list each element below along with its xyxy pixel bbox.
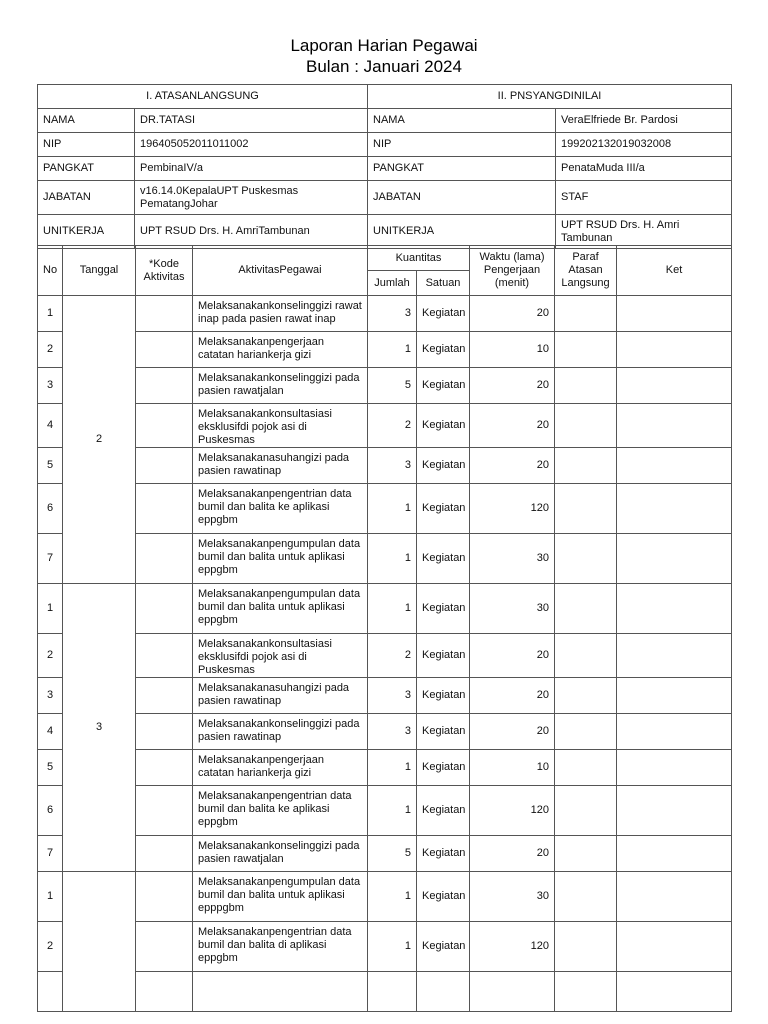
waktu-cell: 20: [470, 448, 555, 484]
col-header-waktu: Waktu (lama) Pengerjaan (menit): [470, 246, 555, 296]
activity-description: Melaksanakankonsultasiasi eksklusifdi pojok asi di Puskesmas: [193, 634, 368, 678]
info-row-pangkat: [38, 157, 732, 181]
info-value: PembinaIV/a: [135, 157, 368, 181]
kode-aktivitas-cell: [136, 332, 193, 368]
satuan-cell: Kegiatan: [417, 584, 470, 634]
table-row: [38, 922, 732, 972]
kode-aktivitas-cell: [136, 584, 193, 634]
col-header-paraf: Paraf Atasan Langsung: [555, 246, 617, 296]
activity-description: Melaksanakanasuhangizi pada pasien rawatinap: [193, 448, 368, 484]
jumlah-cell: 3: [368, 448, 417, 484]
paraf-cell: [555, 448, 617, 484]
paraf-cell: [555, 484, 617, 534]
ket-cell: [617, 786, 732, 836]
waktu-cell: 20: [470, 836, 555, 872]
ket-cell: [617, 972, 732, 1012]
paraf-cell: [555, 922, 617, 972]
ket-cell: [617, 750, 732, 786]
jumlah-cell: 5: [368, 836, 417, 872]
row-number: 1: [38, 872, 63, 922]
activity-description: Melaksanakankonsultasiasi eksklusifdi pojok asi di Puskesmas: [193, 404, 368, 448]
jumlah-cell: 1: [368, 922, 417, 972]
kode-aktivitas-cell: [136, 404, 193, 448]
row-number: 3: [38, 368, 63, 404]
table-row: [38, 678, 732, 714]
info-label: UNITKERJA: [38, 215, 135, 249]
waktu-cell: 20: [470, 368, 555, 404]
waktu-cell: 10: [470, 332, 555, 368]
jumlah-cell: 3: [368, 714, 417, 750]
row-number: 1: [38, 296, 63, 332]
report-subtitle: Bulan : Januari 2024: [306, 57, 462, 76]
kode-aktivitas-cell: [136, 714, 193, 750]
col-header-ket: Ket: [617, 246, 732, 296]
jumlah-cell: 1: [368, 584, 417, 634]
row-number: 7: [38, 534, 63, 584]
row-number: 2: [38, 332, 63, 368]
activity-description: Melaksanakanpengumpulan data bumil dan balita untuk aplikasi eppgbm: [193, 534, 368, 584]
kode-aktivitas-cell: [136, 484, 193, 534]
waktu-cell: 30: [470, 872, 555, 922]
section-header-row: [38, 85, 732, 109]
row-number: 7: [38, 836, 63, 872]
kode-aktivitas-cell: [136, 786, 193, 836]
info-row-nip: [38, 133, 732, 157]
col-header-kode-aktivitas: *Kode Aktivitas: [136, 246, 193, 296]
table-row: [38, 584, 732, 634]
satuan-cell: Kegiatan: [417, 404, 470, 448]
row-number: 2: [38, 922, 63, 972]
section-employee-heading: II. PNSYANGDINILAI: [368, 85, 732, 109]
info-label: NIP: [368, 133, 556, 157]
satuan-cell: Kegiatan: [417, 750, 470, 786]
table-row: [38, 972, 732, 1012]
satuan-cell: Kegiatan: [417, 872, 470, 922]
waktu-cell: 20: [470, 296, 555, 332]
row-number: 4: [38, 714, 63, 750]
activity-description: Melaksanakanpengerjaan catatan hariankerja gizi: [193, 750, 368, 786]
ket-cell: [617, 922, 732, 972]
satuan-cell: Kegiatan: [417, 296, 470, 332]
waktu-cell: 30: [470, 534, 555, 584]
ket-cell: [617, 448, 732, 484]
kode-aktivitas-cell: [136, 634, 193, 678]
paraf-cell: [555, 972, 617, 1012]
ket-cell: [617, 678, 732, 714]
row-number: 1: [38, 584, 63, 634]
waktu-cell: 120: [470, 922, 555, 972]
satuan-cell: Kegiatan: [417, 534, 470, 584]
satuan-cell: Kegiatan: [417, 922, 470, 972]
satuan-cell: Kegiatan: [417, 484, 470, 534]
satuan-cell: [417, 972, 470, 1012]
jumlah-cell: 2: [368, 404, 417, 448]
table-row: [38, 404, 732, 448]
activity-description: Melaksanakanpengentrian data bumil dan balita ke aplikasi eppgbm: [193, 786, 368, 836]
ket-cell: [617, 404, 732, 448]
satuan-cell: Kegiatan: [417, 448, 470, 484]
paraf-cell: [555, 534, 617, 584]
activity-description: Melaksanakanasuhangizi pada pasien rawatinap: [193, 678, 368, 714]
activity-description: Melaksanakanpengumpulan data bumil dan balita untuk aplikasi epppgbm: [193, 872, 368, 922]
activity-description: Melaksanakankonselinggizi pada pasien rawatjalan: [193, 368, 368, 404]
kode-aktivitas-cell: [136, 872, 193, 922]
col-header-satuan: Satuan: [417, 271, 470, 296]
info-label: PANGKAT: [368, 157, 556, 181]
info-label: JABATAN: [368, 181, 556, 215]
ket-cell: [617, 872, 732, 922]
waktu-cell: [470, 972, 555, 1012]
kode-aktivitas-cell: [136, 534, 193, 584]
info-value: VeraElfriede Br. Pardosi: [556, 109, 732, 133]
waktu-cell: 20: [470, 714, 555, 750]
section-supervisor-heading: I. ATASANLANGSUNG: [38, 85, 368, 109]
waktu-cell: 20: [470, 678, 555, 714]
row-number: 4: [38, 404, 63, 448]
kode-aktivitas-cell: [136, 836, 193, 872]
table-row: [38, 448, 732, 484]
jumlah-cell: 1: [368, 750, 417, 786]
kode-aktivitas-cell: [136, 922, 193, 972]
table-row: [38, 534, 732, 584]
column-header-row: [38, 246, 732, 271]
col-header-no: No: [38, 246, 63, 296]
paraf-cell: [555, 786, 617, 836]
waktu-cell: 20: [470, 634, 555, 678]
activity-description: Melaksanakankonselinggizi pada pasien rawatjalan: [193, 836, 368, 872]
info-label: UNITKERJA: [368, 215, 556, 249]
jumlah-cell: 3: [368, 296, 417, 332]
paraf-cell: [555, 634, 617, 678]
satuan-cell: Kegiatan: [417, 678, 470, 714]
table-row: [38, 368, 732, 404]
info-label: NAMA: [38, 109, 135, 133]
waktu-cell: 30: [470, 584, 555, 634]
table-row: [38, 786, 732, 836]
satuan-cell: Kegiatan: [417, 332, 470, 368]
row-number: 6: [38, 484, 63, 534]
satuan-cell: Kegiatan: [417, 368, 470, 404]
paraf-cell: [555, 678, 617, 714]
row-number: 5: [38, 448, 63, 484]
info-label: NAMA: [368, 109, 556, 133]
ket-cell: [617, 714, 732, 750]
info-label: NIP: [38, 133, 135, 157]
activity-description: Melaksanakankonselinggizi rawat inap pada pasien rawat inap: [193, 296, 368, 332]
kode-aktivitas-cell: [136, 296, 193, 332]
row-number: 3: [38, 678, 63, 714]
ket-cell: [617, 534, 732, 584]
waktu-cell: 120: [470, 786, 555, 836]
kode-aktivitas-cell: [136, 678, 193, 714]
ket-cell: [617, 836, 732, 872]
info-row-jabatan: [38, 181, 732, 215]
info-label: JABATAN: [38, 181, 135, 215]
paraf-cell: [555, 836, 617, 872]
table-row: [38, 484, 732, 534]
paraf-cell: [555, 584, 617, 634]
info-value: DR.TATASI: [135, 109, 368, 133]
paraf-cell: [555, 714, 617, 750]
activity-table: [37, 245, 732, 1012]
paraf-cell: [555, 332, 617, 368]
kode-aktivitas-cell: [136, 368, 193, 404]
ket-cell: [617, 332, 732, 368]
ket-cell: [617, 634, 732, 678]
info-row-nama: [38, 109, 732, 133]
jumlah-cell: [368, 972, 417, 1012]
info-value: UPT RSUD Drs. H. Amri Tambunan: [556, 215, 732, 249]
satuan-cell: Kegiatan: [417, 786, 470, 836]
info-value: v16.14.0KepalaUPT Puskesmas PematangJohar: [135, 181, 368, 215]
table-row: [38, 750, 732, 786]
activity-description: Melaksanakanpengentrian data bumil dan balita ke aplikasi eppgbm: [193, 484, 368, 534]
row-number: 2: [38, 634, 63, 678]
paraf-cell: [555, 750, 617, 786]
table-row: [38, 836, 732, 872]
paraf-cell: [555, 872, 617, 922]
waktu-cell: 20: [470, 404, 555, 448]
info-value: 196405052011011002: [135, 133, 368, 157]
info-label: PANGKAT: [38, 157, 135, 181]
satuan-cell: Kegiatan: [417, 714, 470, 750]
activity-description: Melaksanakankonselinggizi pada pasien rawatinap: [193, 714, 368, 750]
paraf-cell: [555, 404, 617, 448]
ket-cell: [617, 368, 732, 404]
jumlah-cell: 3: [368, 678, 417, 714]
info-row-unit-kerja: [38, 215, 732, 249]
ket-cell: [617, 584, 732, 634]
kode-aktivitas-cell: [136, 448, 193, 484]
table-row: [38, 332, 732, 368]
kode-aktivitas-cell: [136, 972, 193, 1012]
jumlah-cell: 1: [368, 534, 417, 584]
jumlah-cell: 5: [368, 368, 417, 404]
col-header-tanggal: Tanggal: [63, 246, 136, 296]
info-value: PenataMuda III/a: [556, 157, 732, 181]
waktu-cell: 120: [470, 484, 555, 534]
tanggal-cell: 3: [63, 584, 136, 872]
info-value: UPT RSUD Drs. H. AmriTambunan: [135, 215, 368, 249]
report-title: Laporan Harian Pegawai: [290, 36, 478, 55]
tanggal-cell: [63, 872, 136, 1012]
waktu-cell: 10: [470, 750, 555, 786]
kode-aktivitas-cell: [136, 750, 193, 786]
activity-description: Melaksanakanpengentrian data bumil dan balita di aplikasi eppgbm: [193, 922, 368, 972]
info-value: 199202132019032008: [556, 133, 732, 157]
col-header-jumlah: Jumlah: [368, 271, 417, 296]
tanggal-cell: 2: [63, 296, 136, 584]
employee-info-table: [37, 84, 732, 249]
jumlah-cell: 1: [368, 786, 417, 836]
jumlah-cell: 1: [368, 332, 417, 368]
jumlah-cell: 1: [368, 484, 417, 534]
info-value: STAF: [556, 181, 732, 215]
table-row: [38, 634, 732, 678]
paraf-cell: [555, 296, 617, 332]
ket-cell: [617, 484, 732, 534]
jumlah-cell: 1: [368, 872, 417, 922]
satuan-cell: Kegiatan: [417, 634, 470, 678]
row-number: 5: [38, 750, 63, 786]
table-row: [38, 714, 732, 750]
activity-description: Melaksanakanpengumpulan data bumil dan balita untuk aplikasi eppgbm: [193, 584, 368, 634]
row-number: 6: [38, 786, 63, 836]
row-number: [38, 972, 63, 1012]
col-header-aktivitas: AktivitasPegawai: [193, 246, 368, 296]
table-row: [38, 872, 732, 922]
paraf-cell: [555, 368, 617, 404]
col-header-kuantitas: Kuantitas: [368, 246, 470, 271]
satuan-cell: Kegiatan: [417, 836, 470, 872]
activity-description: Melaksanakanpengerjaan catatan hariankerja gizi: [193, 332, 368, 368]
table-row: [38, 296, 732, 332]
ket-cell: [617, 296, 732, 332]
jumlah-cell: 2: [368, 634, 417, 678]
activity-description: [193, 972, 368, 1012]
